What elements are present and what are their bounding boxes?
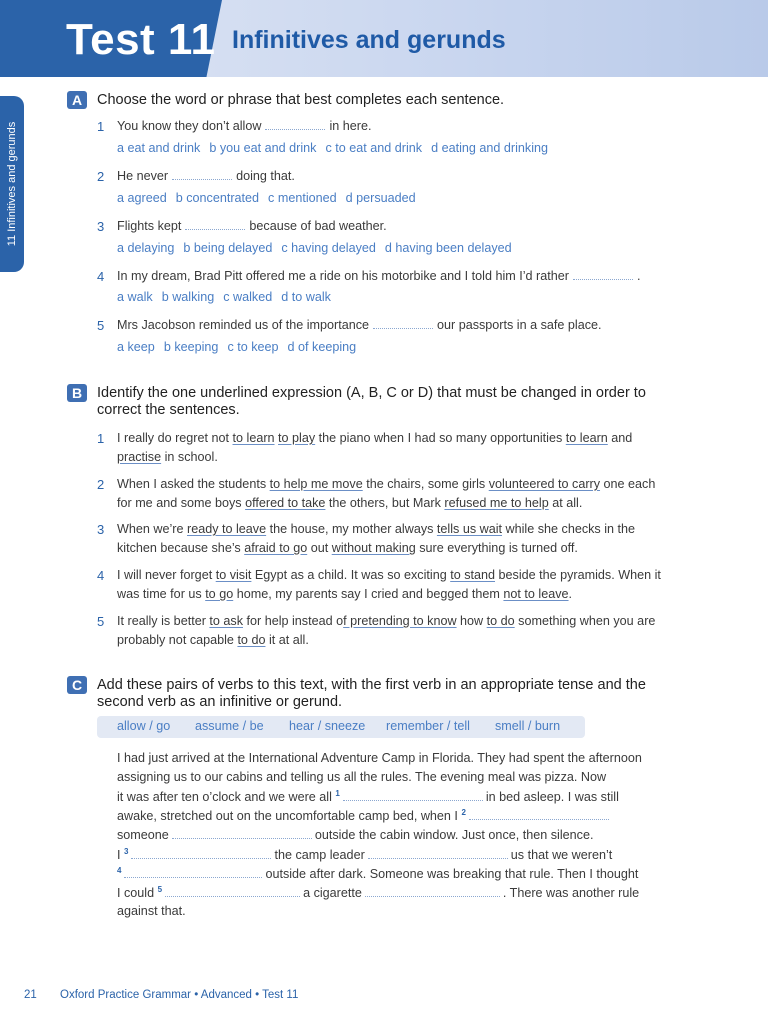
story-text: someone: [117, 828, 169, 842]
options-row: [117, 290, 340, 304]
answer-blank[interactable]: [573, 278, 633, 280]
underlined-expression[interactable]: to do: [486, 614, 515, 628]
options-row: [117, 241, 521, 255]
instruction-line: second verb as an infinitive or gerund.: [97, 694, 343, 710]
page-number: 21: [24, 989, 37, 1001]
sentence-line: [117, 496, 582, 510]
sentence-line: [117, 541, 578, 555]
section-a-instruction: Choose the word or phrase that best completes each sentence.: [97, 92, 505, 108]
underlined-expression[interactable]: to learn: [232, 431, 275, 445]
question-after: .: [636, 269, 641, 283]
option-d[interactable]: d to walk: [281, 290, 331, 304]
item-number: 3: [97, 219, 105, 234]
underlined-expression[interactable]: tells us wait: [436, 522, 503, 536]
page-title: Infinitives and gerunds: [232, 26, 506, 54]
underlined-expression[interactable]: refused me to help: [444, 496, 549, 510]
blank-number: 5: [157, 885, 163, 894]
question-before: In my dream, Brad Pitt offered me a ride on his motorbike and I told him I’d rather: [117, 269, 569, 283]
sentence-text: When I asked the students: [117, 477, 270, 491]
sentence-text: home, my parents say I cried and begged them: [233, 587, 504, 601]
story-line: [117, 847, 612, 862]
section-b-badge: B: [67, 384, 87, 402]
side-tab-label: 11 Infinitives and gerunds: [6, 121, 18, 247]
blank-number: 4: [117, 866, 122, 875]
item-number: 2: [97, 477, 105, 492]
story-text: us that we weren’t: [510, 848, 613, 863]
blank-number: 2: [461, 808, 466, 817]
story-text: . There was another rule: [502, 886, 640, 901]
story-line: [117, 789, 619, 804]
sentence-line: [117, 450, 218, 464]
answer-blank[interactable]: [365, 895, 500, 897]
sentence-line: [117, 587, 572, 601]
story-line: [117, 828, 593, 842]
option-b[interactable]: b concentrated: [175, 191, 260, 205]
option-c[interactable]: c to eat and drink: [325, 141, 423, 155]
section-c-instruction: [97, 677, 646, 711]
answer-blank[interactable]: [469, 818, 609, 820]
story-line: [117, 866, 638, 881]
section-a-badge: A: [67, 91, 87, 109]
test-label: Test 11: [66, 15, 216, 64]
sentence-text: for help instead o: [243, 614, 344, 628]
underlined-expression[interactable]: to visit: [215, 568, 252, 582]
question-text: [117, 219, 387, 233]
sentence-text: in school.: [161, 450, 218, 464]
option-a[interactable]: a walk: [117, 290, 153, 304]
sentence-text: one each: [600, 477, 656, 491]
answer-blank[interactable]: [373, 327, 433, 329]
underlined-expression[interactable]: to stand: [450, 568, 496, 582]
underlined-expression[interactable]: not to leave: [503, 587, 569, 601]
sentence-line: [117, 633, 309, 647]
item-number: 1: [97, 431, 105, 446]
question-before: You know they don’t allow: [117, 119, 262, 133]
sentence-text: I really do regret not: [117, 431, 233, 445]
answer-blank[interactable]: [124, 876, 262, 878]
sentence-text: and: [607, 431, 633, 445]
option-b[interactable]: b you eat and drink: [209, 141, 317, 155]
underlined-expression[interactable]: to play: [278, 431, 316, 445]
options-row: [117, 141, 557, 155]
sentence-text: out: [307, 541, 332, 555]
instruction-line: Identify the one underlined expression (A, B, C or D) that must be changed in order to: [97, 385, 646, 401]
question-text: [117, 119, 371, 133]
story-text: outside after dark. Someone was breaking that rule. Then I thought: [265, 867, 639, 882]
underlined-expression[interactable]: offered to take: [245, 496, 326, 510]
question-before: Mrs Jacobson reminded us of the importance: [117, 318, 369, 332]
item-number: 5: [97, 318, 105, 333]
underlined-expression[interactable]: ready to leave: [187, 522, 267, 536]
instruction-line: Add these pairs of verbs to this text, with the first verb in an appropriate tense and the: [97, 677, 646, 693]
sentence-text: while she checks in the: [502, 522, 636, 536]
sentence-text: the chairs, some girls: [362, 477, 489, 491]
verb-pair: assume / be: [195, 719, 264, 733]
story-text: outside the cabin window. Just once, then silence.: [314, 828, 594, 842]
story-line: I had just arrived at the International Adventure Camp in Florida. They had spent the afternoon: [117, 751, 642, 765]
story-line: [117, 808, 612, 823]
story-text: in bed asleep. I was still: [485, 790, 619, 805]
sentence-text: sure everything is turned off.: [415, 541, 578, 555]
story-text: a cigarette: [303, 886, 362, 901]
option-d[interactable]: d persuaded: [345, 191, 416, 205]
answer-blank[interactable]: [131, 857, 271, 859]
story-text: I could: [117, 886, 155, 901]
underlined-expression[interactable]: without making: [331, 541, 416, 555]
options-row: [117, 191, 425, 205]
story-text: the camp leader: [274, 848, 365, 863]
item-number: 2: [97, 169, 105, 184]
sentence-text: for me and some boys: [117, 496, 246, 510]
blank-number: 3: [124, 847, 129, 856]
sentence-line: [117, 477, 655, 491]
sentence-text: the piano when I had so many opportunities: [315, 431, 566, 445]
underlined-expression[interactable]: f pretending to know: [343, 614, 457, 628]
answer-blank[interactable]: [172, 837, 312, 839]
sentence-text: probably not capable: [117, 633, 238, 647]
sentence-text: When we’re: [117, 522, 187, 536]
blank-number: 1: [335, 789, 340, 798]
item-number: 1: [97, 119, 105, 134]
underlined-expression[interactable]: to do: [237, 633, 266, 647]
question-text: [117, 169, 295, 183]
answer-blank[interactable]: [265, 128, 325, 130]
answer-blank[interactable]: [343, 799, 483, 801]
underlined-expression[interactable]: to learn: [565, 431, 608, 445]
item-number: 5: [97, 614, 105, 629]
underlined-expression[interactable]: to go: [205, 587, 234, 601]
story-text: I: [117, 848, 121, 863]
option-c[interactable]: c mentioned: [268, 191, 337, 205]
item-number: 3: [97, 522, 105, 537]
option-d[interactable]: d having been delayed: [384, 241, 512, 255]
sentence-text: I will never forget: [117, 568, 216, 582]
option-a[interactable]: a delaying: [117, 241, 175, 255]
question-before: Flights kept: [117, 219, 182, 233]
option-b[interactable]: b being delayed: [183, 241, 273, 255]
option-a[interactable]: a agreed: [117, 191, 167, 205]
underlined-expression[interactable]: to ask: [209, 614, 243, 628]
question-text: [117, 318, 602, 332]
sentence-line: [117, 568, 661, 582]
option-a[interactable]: a keep: [117, 340, 155, 354]
story-text: awake, stretched out on the uncomfortable camp bed, when I: [117, 809, 458, 824]
underlined-expression[interactable]: volunteered to carry: [488, 477, 601, 491]
verb-pair: hear / sneeze: [289, 719, 366, 733]
footer-text: Oxford Practice Grammar • Advanced • Test 11: [60, 989, 299, 1001]
section-b-instruction: [97, 385, 646, 419]
option-d[interactable]: d of keeping: [287, 340, 357, 354]
sentence-text: something when you are: [514, 614, 656, 628]
sentence-text: the others, but Mark: [325, 496, 445, 510]
option-a[interactable]: a eat and drink: [117, 141, 201, 155]
underlined-expression[interactable]: afraid to go: [244, 541, 308, 555]
sentence-text: .: [568, 587, 573, 601]
question-before: He never: [117, 169, 169, 183]
sentence-text: how: [456, 614, 487, 628]
answer-blank[interactable]: [368, 857, 508, 859]
question-after: doing that.: [236, 169, 295, 183]
question-after: because of bad weather.: [249, 219, 387, 233]
answer-blank[interactable]: [185, 228, 245, 230]
answer-blank[interactable]: [165, 895, 300, 897]
item-number: 4: [97, 568, 105, 583]
option-b[interactable]: b keeping: [163, 340, 219, 354]
sentence-text: the house, my mother always: [266, 522, 437, 536]
sentence-text: It really is better: [117, 614, 210, 628]
sentence-text: kitchen because she’s: [117, 541, 245, 555]
option-c[interactable]: c to keep: [227, 340, 279, 354]
option-d[interactable]: d eating and drinking: [431, 141, 549, 155]
verb-pair: smell / burn: [495, 719, 561, 733]
story-line: [117, 885, 639, 900]
verb-pair: remember / tell: [386, 719, 470, 733]
story-text: it was after ten o’clock and we were all: [117, 790, 332, 805]
sentence-text: Egypt as a child. It was so exciting: [251, 568, 451, 582]
sentence-text: it at all.: [265, 633, 309, 647]
question-after: our passports in a safe place.: [437, 318, 602, 332]
underlined-expression[interactable]: practise: [117, 450, 162, 464]
sentence-line: [117, 614, 655, 628]
option-c[interactable]: c having delayed: [281, 241, 376, 255]
underlined-expression[interactable]: to help me move: [269, 477, 363, 491]
sentence-text: was time for us: [117, 587, 206, 601]
option-c[interactable]: c walked: [223, 290, 273, 304]
section-c-badge: C: [67, 676, 87, 694]
item-number: 4: [97, 269, 105, 284]
sentence-line: [117, 431, 632, 445]
story-line: assigning us to our cabins and telling us all the rules. The evening meal was pizza. Now: [117, 770, 607, 784]
question-after: in here.: [329, 119, 372, 133]
question-text: [117, 269, 640, 283]
instruction-line: correct the sentences.: [97, 402, 240, 418]
answer-blank[interactable]: [172, 178, 232, 180]
sentence-line: [117, 522, 635, 536]
story-line: against that.: [117, 904, 186, 918]
verb-pair: allow / go: [117, 719, 171, 733]
options-row: [117, 340, 365, 354]
sentence-text: at all.: [548, 496, 583, 510]
sentence-text: beside the pyramids. When it: [495, 568, 661, 582]
option-b[interactable]: b walking: [161, 290, 215, 304]
